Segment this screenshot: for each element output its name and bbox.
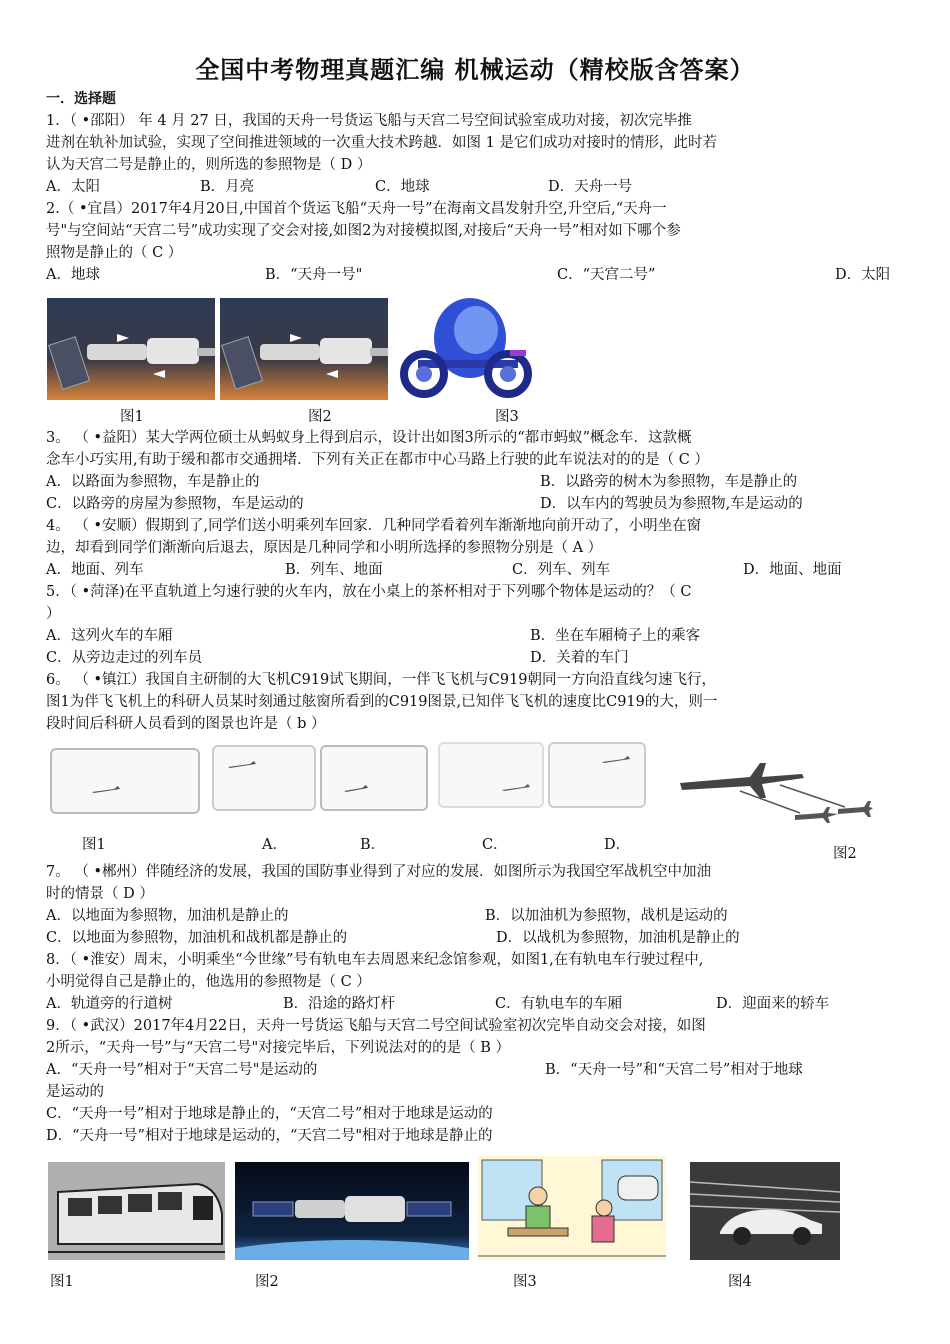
q2-option-b: B．“天舟一号" (265, 267, 363, 283)
q8-option-a: A．轨道旁的行道树 (46, 996, 173, 1012)
q2-option-c: C．“天宫二号” (557, 267, 656, 283)
train-passenger-image (478, 1156, 666, 1260)
q8-option-c: C．有轨电车的车厢 (495, 996, 623, 1012)
q5-line2: ） (46, 606, 61, 622)
q2-option-d: D．太阳 (835, 267, 891, 283)
q8-option-b: B．沿途的路灯杆 (283, 996, 396, 1012)
page-title: 全国中考物理真题汇编 机械运动（精校版含答案） (195, 56, 755, 84)
q9-option-c: C．“天舟一号”相对于地球是静止的，“天宫二号”相对于地球是运动的 (46, 1106, 493, 1122)
docking-image-1 (47, 298, 215, 400)
q6-line3: 段时间后科研人员看到的图景也许是（ b ） (46, 716, 326, 732)
q1-option-c: C．地球 (375, 179, 430, 195)
q7-option-a: A．以地面为参照物，加油机是静止的 (46, 908, 289, 924)
q9-option-a: A．“天舟一号”相对于“天宫二号"是运动的 (46, 1062, 318, 1078)
option-b-caption: B． (360, 837, 386, 853)
q7-option-d: D．以战机为参照物，加油机是静止的 (496, 930, 740, 946)
q5-option-a: A．这列火车的车厢 (46, 628, 173, 644)
q4-line1: 4。 （ •安顺）假期到了,同学们送小明乘列车回家．几种同学看着列车渐渐地向前开动了，小明坐在窗 (46, 518, 702, 534)
q3-option-d: D．以车内的驾驶员为参照物,车是运动的 (540, 496, 803, 512)
q1-option-d: D．天舟一号 (548, 179, 633, 195)
q4-option-a: A．地面、列车 (46, 562, 144, 578)
window-option-c (438, 742, 544, 808)
q8-line2: 小明觉得自己是静止的，他选用的参照物是（ C ） (46, 974, 371, 990)
q6-line1: 6。 （ •镇江）我国自主研制的大飞机C919试飞期间，一伴飞飞机与C919朝同一方向沿直线匀速飞行， (46, 672, 717, 688)
option-d-caption: D． (604, 837, 631, 853)
q3-option-b: B．以路旁的树木为参照物，车是静止的 (540, 474, 798, 490)
q5-option-c: C．从旁边走过的列车员 (46, 650, 203, 666)
section-heading: 一．选择题 (46, 91, 116, 107)
q3-option-c: C．以路旁的房屋为参照物，车是运动的 (46, 496, 304, 512)
fig2-caption: 图2 (308, 409, 332, 425)
q8-option-d: D．迎面来的轿车 (716, 996, 830, 1012)
window-option-d (548, 742, 646, 808)
q9-option-b: B．“天舟一号”和“天宫二号”相对于地球 (545, 1062, 803, 1078)
window-fig1 (50, 748, 200, 814)
fig1-caption: 图1 (120, 409, 144, 425)
q5-option-d: D．关着的车门 (530, 650, 629, 666)
q3-line2: 念车小巧实用,有助于缓和都市交通拥堵．下列有关正在都市中心马路上行驶的此车说法对的的是（ C ） (46, 452, 709, 468)
q4-option-c: C．列车、列车 (512, 562, 611, 578)
q2-line3: 照物是静止的（ C ） (46, 245, 183, 261)
q7-line2: 时的情景（ D ） (46, 886, 154, 902)
q1-option-a: A．太阳 (46, 179, 100, 195)
q5-option-b: B．坐在车厢椅子上的乘客 (530, 628, 701, 644)
q3-option-a: A．以路面为参照物，车是静止的 (46, 474, 260, 490)
q2-option-a: A．地球 (46, 267, 100, 283)
row3-fig1-caption: 图1 (50, 1274, 74, 1290)
q2-line1: 2.（ •宜昌）2017年4月20日,中国首个货运飞船“天舟一号”在海南文昌发射升空,升空后,“天舟一 (46, 201, 667, 217)
window-option-a (212, 745, 316, 811)
option-a-caption: A． (262, 837, 287, 853)
q7-option-c: C．以地面为参照物，加油机和战机都是静止的 (46, 930, 348, 946)
q1-line1: 1．（ •邵阳） 年 4 月 27 日，我国的天舟一号货运飞船与天宫二号空间试验室成功对接，初次完毕推 (46, 113, 692, 129)
q3-line1: 3。 （ •益阳）某大学两位硕士从蚂蚁身上得到启示，设计出如图3所示的“都市蚂蚁”概念车．这款概 (46, 430, 692, 446)
row2-fig2-caption: 图2 (833, 846, 857, 862)
row3-fig2-caption: 图2 (255, 1274, 279, 1290)
q9-option-d: D．“天舟一号”相对于地球是运动的，“天宫二号"相对于地球是静止的 (46, 1128, 493, 1144)
q9-option-b-continued: 是运动的 (46, 1084, 104, 1100)
q7-option-b: B．以加油机为参照物，战机是运动的 (485, 908, 728, 924)
window-option-b (320, 745, 428, 811)
refueling-image (660, 755, 875, 840)
q2-line2: 号"与空间站“天宫二号”成功实现了交会对接,如图2为对接模拟图,对接后“天舟一号”相对如下哪个参 (46, 223, 681, 239)
q4-option-b: B．列车、地面 (285, 562, 383, 578)
q6-line2: 图1为伴飞飞机上的科研人员某时刻通过舷窗所看到的C919图景,已知伴飞飞机的速度比C919的大，则一 (46, 694, 718, 710)
q4-line2: 边，却看到同学们渐渐向后退去，原因是几种同学和小明所选择的参照物分别是（ A ） (46, 540, 603, 556)
docking-image-2 (220, 298, 388, 400)
row3-fig3-caption: 图3 (513, 1274, 537, 1290)
space-station-image (235, 1162, 469, 1260)
option-c-caption: C． (482, 837, 508, 853)
q8-line1: 8．（ •淮安）周末，小明乘坐“今世缘”号有轨电车去周恩来纪念馆参观，如图1,在有轨电车行驶过程中, (46, 952, 704, 968)
q5-line1: 5．（ •菏泽)在平直轨道上匀速行驶的火车内，放在小桌上的茶杯相对于下列哪个物体是运动的？（ C (46, 584, 692, 600)
car-wind-tunnel-image (690, 1162, 840, 1260)
row3-fig4-caption: 图4 (728, 1274, 752, 1290)
q9-line1: 9．（ •武汉）2017年4月22日，天舟一号货运飞船与天宫二号空间试验室初次完毕自动交会对接，如图 (46, 1018, 706, 1034)
q7-line1: 7。 （ •郴州）伴随经济的发展，我国的国防事业得到了对应的发展．如图所示为我国空军战机空中加油 (46, 864, 711, 880)
q9-line2: 2所示，“天舟一号”与“天宫二号"对接完毕后，下列说法对的的是（ B ） (46, 1040, 511, 1056)
q1-option-b: B．月亮 (200, 179, 255, 195)
ant-car-image (398, 290, 533, 402)
q1-line3: 认为天宫二号是静止的，则所选的参照物是（ D ） (46, 157, 372, 173)
fig3-caption: 图3 (495, 409, 519, 425)
row2-fig1-caption: 图1 (82, 837, 106, 853)
tram-image (48, 1162, 225, 1260)
q1-line2: 进剂在轨补加试验，实现了空间推进领域的一次重大技术跨越．如图 1 是它们成功对接时的情形，此时若 (46, 135, 717, 151)
q4-option-d: D．地面、地面 (743, 562, 842, 578)
